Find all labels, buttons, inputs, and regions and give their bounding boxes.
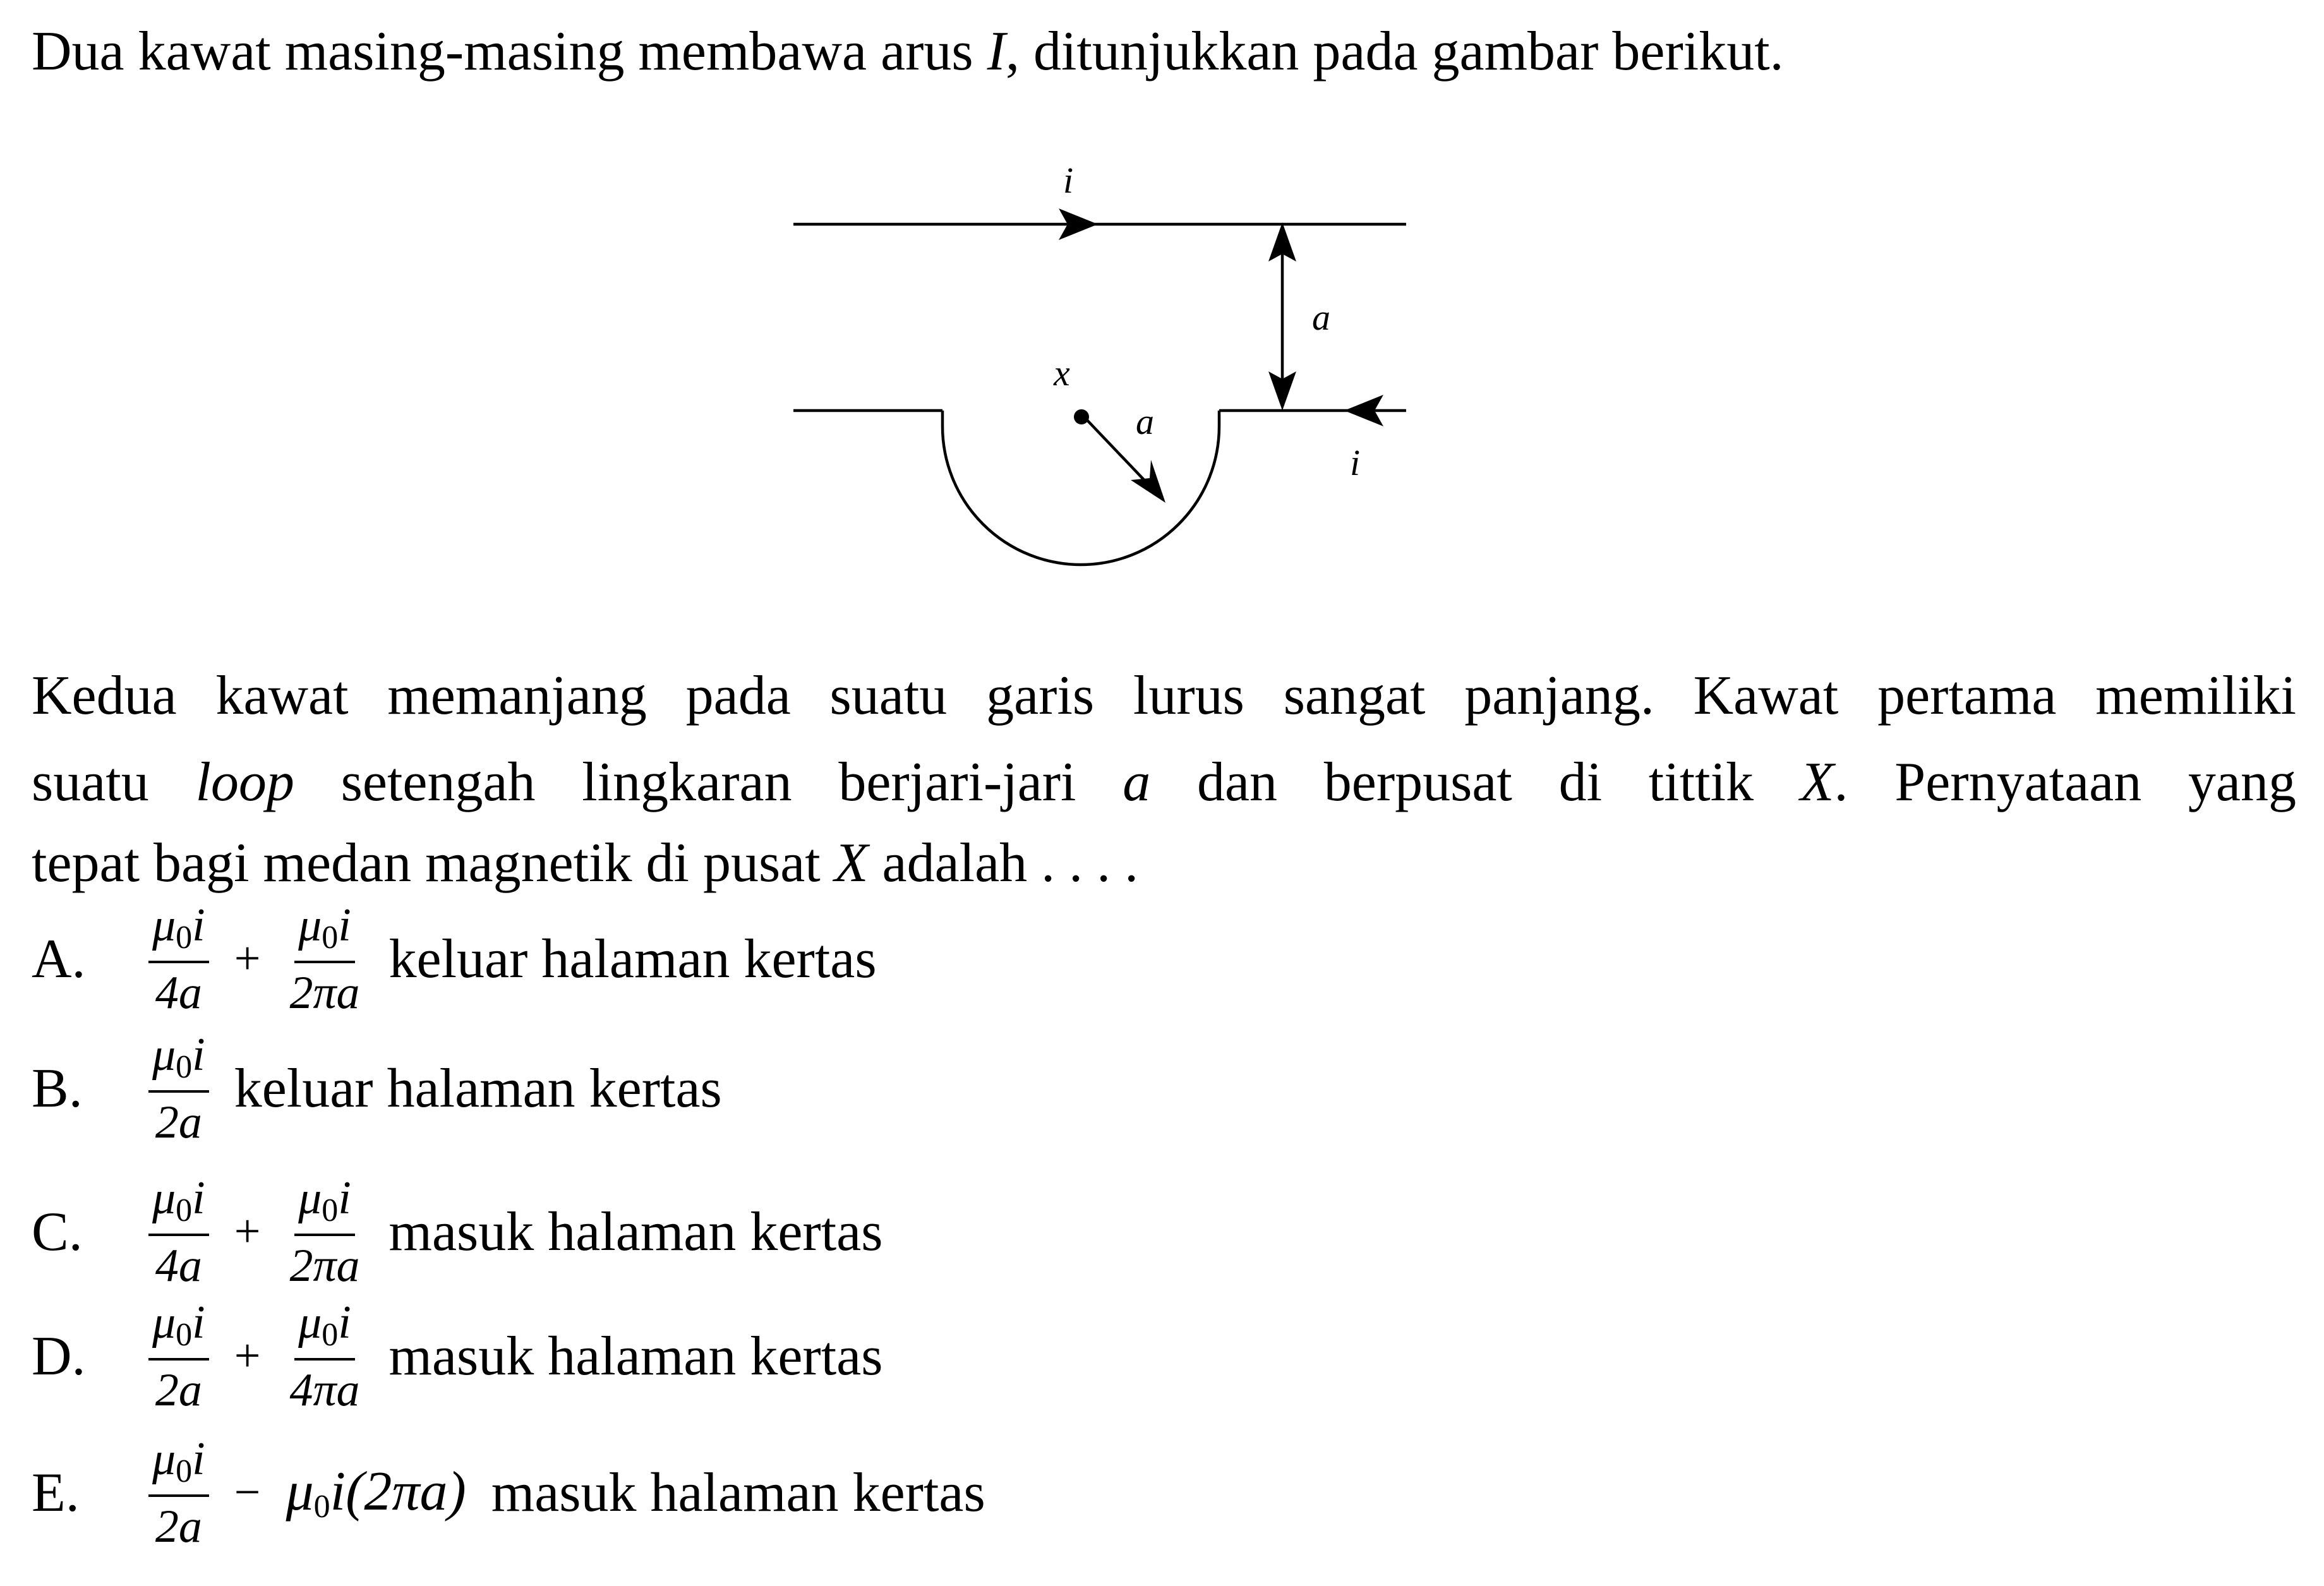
center-label: x — [1054, 352, 1070, 393]
option-e[interactable] — [32, 1433, 985, 1553]
fraction-term-1 — [148, 899, 209, 1019]
intro-after: , ditunjukkan pada gambar berikut. — [1005, 21, 1784, 82]
option-direction-text: keluar halaman kertas — [388, 928, 877, 990]
current-var: i — [192, 1296, 205, 1349]
top-current-label: i — [1063, 160, 1074, 201]
denominator: 4a — [155, 1239, 202, 1292]
option-letter: A. — [32, 928, 86, 990]
denominator: 2πa — [289, 1239, 360, 1292]
mu-symbol: μ — [152, 1296, 176, 1349]
option-direction-text: masuk halaman kertas — [388, 1325, 883, 1387]
denominator: 2πa — [289, 966, 360, 1019]
bottom-current-label: i — [1350, 442, 1361, 483]
fraction-term-2 — [286, 899, 363, 1019]
current-var: i — [192, 899, 205, 951]
mu-symbol: μ — [152, 1028, 176, 1081]
operator: + — [234, 1205, 261, 1258]
subscript: 0 — [322, 1192, 339, 1229]
operator: + — [234, 932, 261, 985]
description-line-3 — [32, 832, 2296, 894]
current-var: i — [338, 1296, 351, 1349]
desc-text: tepat bagi medan magnetik di pusat — [32, 832, 834, 894]
option-direction-text: masuk halaman kertas — [491, 1462, 985, 1523]
desc-radius-var: a — [1123, 752, 1151, 813]
mu-symbol: μ — [152, 1433, 176, 1485]
desc-loop-word: loop — [195, 752, 294, 813]
option-d[interactable] — [32, 1296, 882, 1416]
desc-text: dan berpusat di tittik — [1150, 752, 1800, 813]
fraction-term-2 — [286, 1296, 363, 1416]
mu-symbol: μ — [152, 1172, 176, 1224]
option-letter: B. — [32, 1057, 83, 1119]
subscript: 0 — [176, 1316, 193, 1353]
desc-text: adalah . . . . — [868, 832, 1139, 894]
current-var: i — [192, 1433, 205, 1485]
radius-arrowhead — [1131, 460, 1165, 503]
subscript: 0 — [176, 1192, 193, 1229]
semicircle-loop — [942, 426, 1219, 565]
option-direction-text: keluar halaman kertas — [234, 1057, 722, 1119]
subscript: 0 — [322, 1316, 339, 1353]
fraction-term-1 — [148, 1172, 209, 1292]
subscript: 0 — [313, 1489, 330, 1525]
denominator: 2a — [155, 1364, 202, 1416]
fraction-term-2 — [286, 1172, 363, 1292]
current-var: i — [338, 1172, 351, 1224]
fraction-term-1 — [148, 1028, 209, 1148]
current-var: i — [192, 1028, 205, 1081]
subscript: 0 — [176, 1048, 193, 1085]
subscript: 0 — [322, 919, 339, 956]
desc-text: . Pernyataan yang — [1834, 752, 2296, 813]
description-line-2 — [32, 752, 2296, 813]
radius-label: a — [1136, 401, 1154, 442]
fraction-term-1 — [148, 1433, 209, 1553]
denominator: 2a — [155, 1096, 202, 1148]
current-var: i — [338, 899, 351, 951]
description-line-1: Kedua kawat memanjang pada suatu garis lurus sangat panjang. Kawat pertama memiliki — [32, 665, 2296, 726]
option-direction-text: masuk halaman kertas — [388, 1201, 883, 1263]
intro-before: Dua kawat masing-masing membawa arus — [32, 21, 987, 82]
subscript: 0 — [176, 1453, 193, 1489]
denominator: 2a — [155, 1500, 202, 1553]
term-2-inline — [286, 1460, 466, 1525]
mu-symbol: μ — [298, 1172, 322, 1224]
option-a[interactable] — [32, 899, 877, 1019]
separation-label: a — [1312, 297, 1330, 338]
desc-text: suatu — [32, 752, 196, 813]
mu-symbol: μ — [286, 1461, 314, 1522]
center-point — [1074, 409, 1089, 424]
option-letter: C. — [32, 1201, 83, 1263]
desc-point-var: X — [834, 832, 869, 894]
operator: − — [234, 1466, 261, 1518]
option-letter: E. — [32, 1462, 80, 1523]
option-b[interactable] — [32, 1028, 722, 1148]
denominator: 4a — [155, 966, 202, 1019]
mu-symbol: μ — [298, 899, 322, 951]
denominator: 4πa — [289, 1364, 360, 1416]
fraction-term-1 — [148, 1296, 209, 1416]
term-tail: i(2πa) — [330, 1461, 466, 1522]
subscript: 0 — [176, 919, 193, 956]
operator: + — [234, 1330, 261, 1382]
option-letter: D. — [32, 1325, 86, 1387]
option-c[interactable] — [32, 1172, 882, 1292]
mu-symbol: μ — [152, 899, 176, 951]
current-var: i — [192, 1172, 205, 1224]
desc-point-var: X — [1800, 752, 1834, 813]
desc-text: setengah lingkaran berjari-jari — [294, 752, 1123, 813]
mu-symbol: μ — [298, 1296, 322, 1349]
intro-current-var: I — [987, 21, 1006, 82]
